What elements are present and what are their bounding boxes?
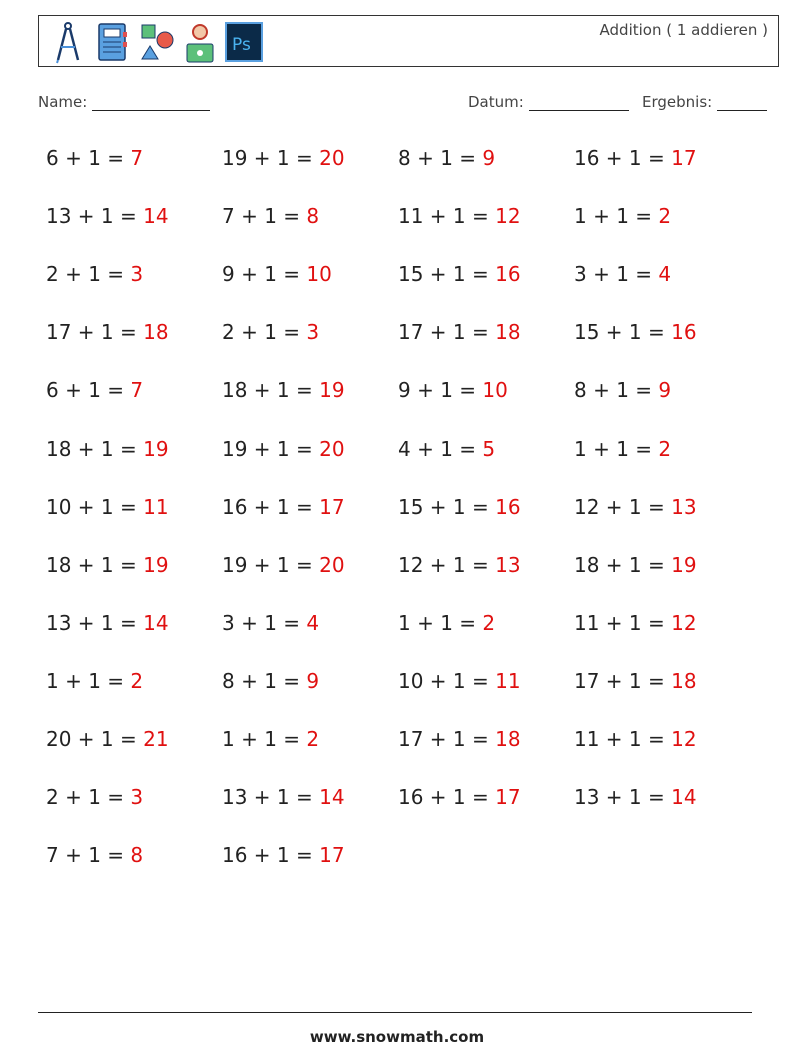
problem-cell <box>46 495 169 519</box>
problem-answer: 2 <box>658 436 672 461</box>
problem-answer: 17 <box>495 785 521 810</box>
problem-answer: 11 <box>143 494 169 519</box>
problem-answer: 14 <box>143 610 169 635</box>
problem-cell <box>46 611 169 635</box>
problem-answer: 14 <box>143 204 169 229</box>
problem-cell <box>46 378 143 402</box>
problem-expression: 15 + 1 = <box>574 320 672 345</box>
problem-expression: 15 + 1 = <box>398 494 496 519</box>
compass-icon <box>49 20 87 64</box>
problem-expression: 20 + 1 = <box>46 727 144 751</box>
worksheet-title: Addition ( 1 addieren ) <box>599 21 768 39</box>
problem-answer: 12 <box>671 610 697 635</box>
problem-cell <box>46 553 169 577</box>
problem-answer: 9 <box>658 378 672 403</box>
problem-answer: 7 <box>130 378 144 403</box>
problem-expression: 3 + 1 = <box>574 262 659 287</box>
problem-cell <box>222 437 345 461</box>
problem-expression: 6 + 1 = <box>46 378 131 403</box>
problem-expression: 18 + 1 = <box>46 436 144 461</box>
problem-expression: 7 + 1 = <box>222 204 307 229</box>
problem-expression: 6 + 1 = <box>46 146 131 170</box>
problem-answer: 10 <box>306 262 332 287</box>
problem-cell <box>574 320 697 344</box>
problem-cell <box>574 611 697 635</box>
problem-answer: 21 <box>143 727 169 751</box>
problem-expression: 19 + 1 = <box>222 436 320 461</box>
problem-cell <box>46 843 143 867</box>
problem-cell <box>46 785 143 809</box>
problem-answer: 18 <box>495 727 521 751</box>
problem-cell <box>46 146 143 170</box>
problem-cell <box>222 320 319 344</box>
problem-expression: 13 + 1 = <box>46 610 144 635</box>
name-line <box>92 95 210 111</box>
problem-cell <box>222 785 345 809</box>
problem-answer: 3 <box>306 320 320 345</box>
problem-expression: 1 + 1 = <box>574 436 659 461</box>
problem-expression: 4 + 1 = <box>398 436 483 461</box>
problem-answer: 12 <box>671 727 697 751</box>
problem-expression: 2 + 1 = <box>46 785 131 810</box>
problem-cell <box>574 204 671 228</box>
problem-answer: 10 <box>482 378 508 403</box>
problem-cell <box>222 378 345 402</box>
problem-answer: 11 <box>495 668 521 693</box>
problem-answer: 13 <box>495 552 521 577</box>
problem-cell <box>46 204 169 228</box>
problem-expression: 19 + 1 = <box>222 552 320 577</box>
problem-cell <box>398 320 521 344</box>
problem-expression: 3 + 1 = <box>222 610 307 635</box>
problem-answer: 8 <box>130 843 144 868</box>
problem-answer: 18 <box>143 320 169 345</box>
problem-expression: 17 + 1 = <box>398 727 496 751</box>
problem-cell <box>46 437 169 461</box>
problem-cell <box>398 669 521 693</box>
problem-expression: 1 + 1 = <box>398 610 483 635</box>
problem-answer: 2 <box>482 610 496 635</box>
problem-answer: 17 <box>319 843 345 868</box>
footer-divider <box>38 1012 752 1013</box>
problem-answer: 5 <box>482 436 496 461</box>
problem-answer: 18 <box>495 320 521 345</box>
problem-answer: 19 <box>143 552 169 577</box>
problem-expression: 1 + 1 = <box>574 204 659 229</box>
problem-cell <box>398 553 521 577</box>
problem-expression: 12 + 1 = <box>398 552 496 577</box>
problem-answer: 8 <box>306 204 320 229</box>
problem-expression: 7 + 1 = <box>46 843 131 868</box>
problem-answer: 3 <box>130 785 144 810</box>
problem-expression: 8 + 1 = <box>398 146 483 170</box>
name-field <box>38 93 210 111</box>
problem-answer: 2 <box>306 727 320 751</box>
problem-expression: 8 + 1 = <box>222 668 307 693</box>
problem-cell <box>222 146 345 170</box>
problem-expression: 13 + 1 = <box>574 785 672 810</box>
problem-expression: 9 + 1 = <box>398 378 483 403</box>
problem-expression: 2 + 1 = <box>222 320 307 345</box>
problem-answer: 19 <box>143 436 169 461</box>
problem-expression: 9 + 1 = <box>222 262 307 287</box>
problem-expression: 18 + 1 = <box>222 378 320 403</box>
result-label: Ergebnis: <box>642 93 713 111</box>
problem-answer: 20 <box>319 436 345 461</box>
problem-expression: 11 + 1 = <box>574 610 672 635</box>
problem-expression: 19 + 1 = <box>222 146 320 170</box>
problem-cell <box>574 262 671 286</box>
problem-expression: 16 + 1 = <box>398 785 496 810</box>
problem-cell <box>222 553 345 577</box>
shapes-icon <box>137 20 175 64</box>
problem-answer: 12 <box>495 204 521 229</box>
problem-answer: 17 <box>671 146 697 170</box>
problem-answer: 9 <box>306 668 320 693</box>
problem-answer: 16 <box>495 262 521 287</box>
problem-cell <box>574 378 671 402</box>
problem-cell <box>574 785 697 809</box>
problem-expression: 16 + 1 = <box>222 494 320 519</box>
problem-answer: 2 <box>658 204 672 229</box>
problem-answer: 14 <box>671 785 697 810</box>
problem-cell <box>46 320 169 344</box>
problem-answer: 18 <box>671 668 697 693</box>
problem-expression: 11 + 1 = <box>398 204 496 229</box>
problem-answer: 19 <box>319 378 345 403</box>
problem-cell <box>574 437 671 461</box>
student-computer-icon <box>181 20 219 64</box>
date-line <box>529 95 629 111</box>
problem-answer: 2 <box>130 668 144 693</box>
header-box <box>38 15 779 67</box>
problem-cell <box>398 437 495 461</box>
problem-cell <box>574 495 697 519</box>
problem-cell <box>46 669 143 693</box>
problem-answer: 20 <box>319 552 345 577</box>
problem-answer: 20 <box>319 146 345 170</box>
problem-expression: 8 + 1 = <box>574 378 659 403</box>
problem-expression: 10 + 1 = <box>46 494 144 519</box>
date-field <box>468 93 629 111</box>
svg-text:Ps: Ps <box>232 35 251 55</box>
problem-expression: 12 + 1 = <box>574 494 672 519</box>
result-field <box>642 93 767 111</box>
problem-cell <box>222 262 332 286</box>
problem-expression: 15 + 1 = <box>398 262 496 287</box>
problem-answer: 7 <box>130 146 144 170</box>
problem-answer: 17 <box>319 494 345 519</box>
result-line <box>717 95 767 111</box>
problem-expression: 17 + 1 = <box>46 320 144 345</box>
problem-cell <box>222 727 319 751</box>
problem-cell <box>398 727 521 751</box>
problem-expression: 18 + 1 = <box>574 552 672 577</box>
problem-cell <box>398 495 521 519</box>
problem-expression: 16 + 1 = <box>574 146 672 170</box>
problem-answer: 4 <box>658 262 672 287</box>
problem-cell <box>574 146 697 170</box>
problem-cell <box>574 669 697 693</box>
problem-cell <box>398 611 495 635</box>
problem-answer: 16 <box>671 320 697 345</box>
photoshop-icon <box>225 20 263 64</box>
problem-expression: 13 + 1 = <box>222 785 320 810</box>
problem-answer: 9 <box>482 146 496 170</box>
problem-expression: 16 + 1 = <box>222 843 320 868</box>
icon-strip <box>49 20 263 64</box>
problem-expression: 2 + 1 = <box>46 262 131 287</box>
problem-cell <box>222 669 319 693</box>
problem-cell <box>398 146 495 170</box>
problem-cell <box>222 843 345 867</box>
problem-cell <box>46 262 143 286</box>
problem-cell <box>398 262 521 286</box>
name-label: Name: <box>38 93 88 111</box>
problem-cell <box>398 785 521 809</box>
problem-expression: 13 + 1 = <box>46 204 144 229</box>
problem-expression: 17 + 1 = <box>398 320 496 345</box>
problem-answer: 3 <box>130 262 144 287</box>
footer-url: www.snowmath.com <box>309 1028 485 1046</box>
problem-cell <box>398 204 521 228</box>
problem-expression: 1 + 1 = <box>46 668 131 693</box>
problem-answer: 16 <box>495 494 521 519</box>
problem-answer: 14 <box>319 785 345 810</box>
problem-cell <box>46 727 169 751</box>
problem-expression: 17 + 1 = <box>574 668 672 693</box>
problem-cell <box>574 727 697 751</box>
problem-cell <box>574 553 697 577</box>
problem-expression: 11 + 1 = <box>574 727 672 751</box>
problem-answer: 19 <box>671 552 697 577</box>
date-label: Datum: <box>468 93 524 111</box>
problem-cell <box>222 495 345 519</box>
problem-expression: 18 + 1 = <box>46 552 144 577</box>
problem-cell <box>222 611 319 635</box>
problem-cell <box>398 378 508 402</box>
problem-expression: 10 + 1 = <box>398 668 496 693</box>
notebook-icon <box>93 20 131 64</box>
problem-answer: 13 <box>671 494 697 519</box>
problem-expression: 1 + 1 = <box>222 727 307 751</box>
problem-answer: 4 <box>306 610 320 635</box>
problem-cell <box>222 204 319 228</box>
